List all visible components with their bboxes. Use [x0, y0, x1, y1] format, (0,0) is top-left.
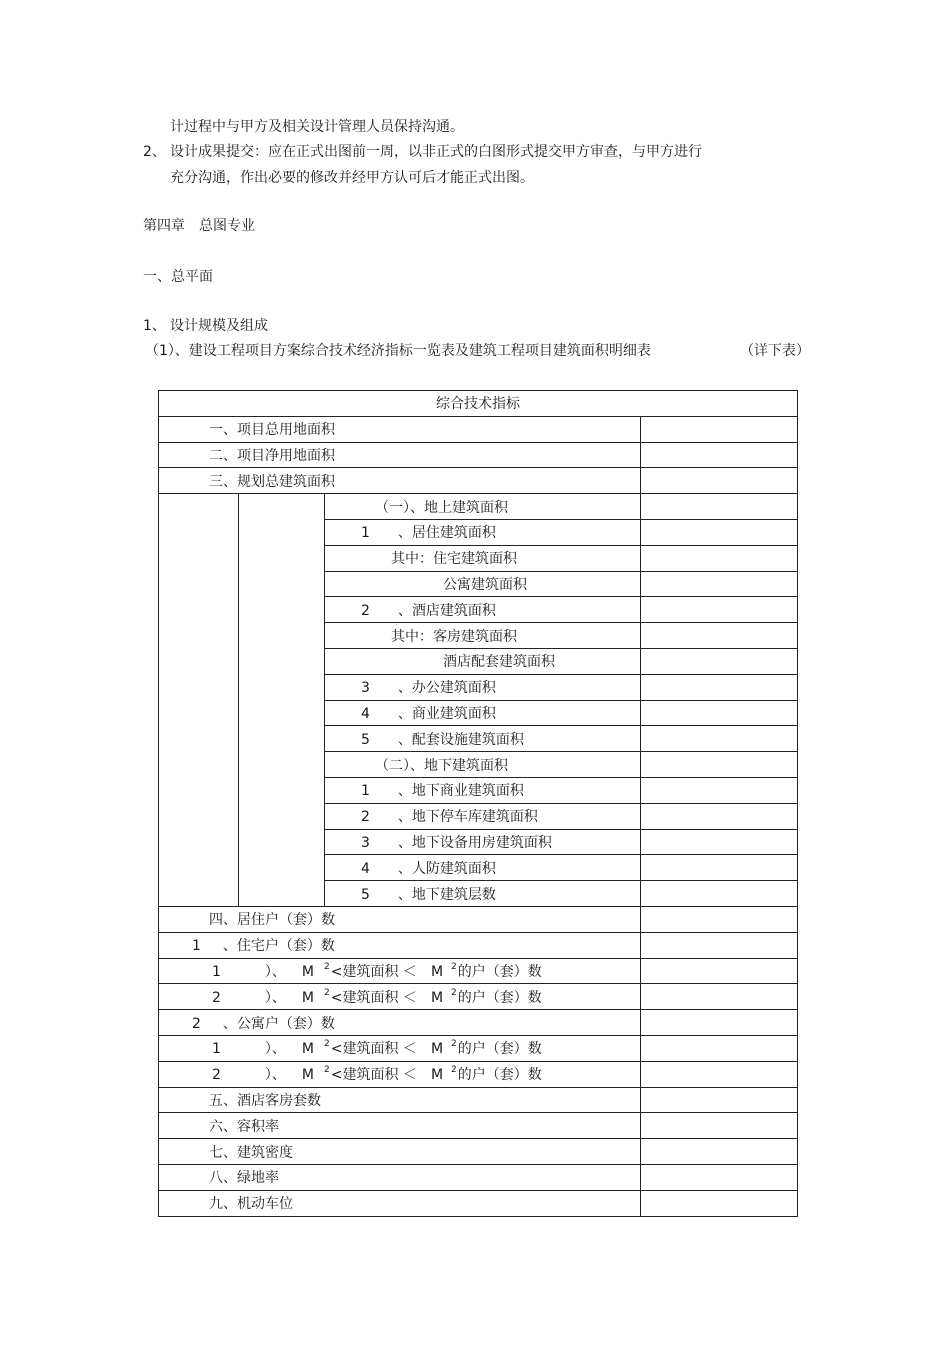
value-cell[interactable] — [641, 1164, 798, 1190]
value-cell[interactable] — [641, 1035, 798, 1061]
table-row — [159, 1010, 798, 1036]
row-label: 、办公建筑面积 — [397, 680, 496, 697]
row-number: 1 — [192, 938, 201, 955]
value-cell[interactable] — [641, 1139, 798, 1165]
row-label: 八、绿地率 — [159, 1164, 641, 1190]
row-label: 七、建筑密度 — [159, 1139, 641, 1165]
table-caption: （1）、建设工程项目方案综合技术经济指标一览表及建筑工程项目建筑面积明细表 — [145, 343, 651, 359]
row-label-suffix: 的户（套）数 — [457, 1041, 542, 1058]
subsection-number: 1、 — [143, 318, 166, 334]
table-row — [159, 932, 798, 958]
unit-m: M — [301, 989, 315, 1006]
row-label: 、地下建筑层数 — [397, 886, 496, 903]
table-row — [159, 1113, 798, 1139]
value-cell[interactable] — [641, 1061, 798, 1087]
row-number: 2 — [212, 1067, 221, 1084]
row-number: 5 — [361, 886, 370, 903]
value-cell[interactable] — [641, 519, 798, 545]
row-label: 一、项目总用地面积 — [159, 416, 641, 442]
value-cell[interactable] — [641, 1010, 798, 1036]
superscript: 2 — [451, 1039, 457, 1050]
value-cell[interactable] — [641, 416, 798, 442]
row-number: 4 — [361, 860, 370, 877]
value-cell[interactable] — [641, 881, 798, 907]
value-cell[interactable] — [641, 494, 798, 520]
value-cell[interactable] — [641, 545, 798, 571]
row-label: 四、居住户（套）数 — [159, 906, 641, 932]
row-label-prefix: ）、 — [264, 963, 286, 980]
unit-m: M — [430, 989, 444, 1006]
superscript: 2 — [324, 1039, 330, 1050]
value-cell[interactable] — [641, 984, 798, 1010]
table-row — [159, 1087, 798, 1113]
row-label: 、地下商业建筑面积 — [397, 783, 524, 800]
value-cell[interactable] — [641, 803, 798, 829]
row-number: 1 — [212, 963, 221, 980]
row-label: 、人防建筑面积 — [397, 860, 496, 877]
table-row — [159, 416, 798, 442]
subsection-title: 设计规模及组成 — [170, 318, 268, 334]
paragraph-design-submission-cont: 充分沟通，作出必要的修改并经甲方认可后才能正式出图。 — [170, 170, 534, 186]
row-label-prefix: ）、 — [264, 1041, 286, 1058]
table-row — [159, 984, 798, 1010]
unit-m: M — [301, 963, 315, 980]
row-label: 酒店配套建筑面积 — [325, 648, 641, 674]
paragraph-design-submission: 设计成果提交：应在正式出图前一周，以非正式的白图形式提交甲方审查，与甲方进行 — [170, 144, 702, 160]
value-cell[interactable] — [641, 1190, 798, 1216]
row-label: 五、酒店客房套数 — [159, 1087, 641, 1113]
table-row — [159, 906, 798, 932]
blank-merged-cell — [239, 494, 325, 907]
row-label: 、居住建筑面积 — [397, 525, 496, 542]
row-number: 4 — [361, 705, 370, 722]
superscript: 2 — [451, 961, 457, 972]
row-label: 三、规划总建筑面积 — [159, 468, 641, 494]
table-title: 综合技术指标 — [159, 391, 798, 417]
value-cell[interactable] — [641, 1087, 798, 1113]
value-cell[interactable] — [641, 958, 798, 984]
superscript: 2 — [324, 1065, 330, 1076]
list-number-2: 2、 — [143, 144, 166, 160]
row-number: 3 — [361, 834, 370, 851]
row-number: 1 — [361, 525, 370, 542]
row-label: 六、容积率 — [159, 1113, 641, 1139]
value-cell[interactable] — [641, 648, 798, 674]
row-label: 、地下设备用房建筑面积 — [397, 834, 552, 851]
unit-m: M — [301, 1041, 315, 1058]
row-label: 九、机动车位 — [159, 1190, 641, 1216]
row-label-suffix: 的户（套）数 — [457, 963, 542, 980]
row-label: 二、项目净用地面积 — [159, 442, 641, 468]
row-label: 、商业建筑面积 — [397, 705, 496, 722]
superscript: 2 — [451, 1065, 457, 1076]
row-label: 、地下停车库建筑面积 — [397, 809, 538, 826]
value-cell[interactable] — [641, 700, 798, 726]
row-number: 2 — [361, 602, 370, 619]
superscript: 2 — [451, 987, 457, 998]
table-row — [159, 1139, 798, 1165]
paragraph-continuation: 计过程中与甲方及相关设计管理人员保持沟通。 — [170, 119, 464, 135]
row-number: 2 — [212, 989, 221, 1006]
row-number: 2 — [361, 809, 370, 826]
row-label-suffix: 的户（套）数 — [457, 989, 542, 1006]
row-label: （一）、地上建筑面积 — [325, 494, 641, 520]
row-number: 5 — [361, 731, 370, 748]
row-label: 公寓建筑面积 — [325, 571, 641, 597]
value-cell[interactable] — [641, 906, 798, 932]
value-cell[interactable] — [641, 752, 798, 778]
row-label: <建筑面积 ＜ — [330, 989, 417, 1006]
table-row — [159, 391, 798, 417]
row-label-prefix: ）、 — [264, 1067, 286, 1084]
value-cell[interactable] — [641, 468, 798, 494]
superscript: 2 — [324, 987, 330, 998]
value-cell[interactable] — [641, 829, 798, 855]
row-label: 、配套设施建筑面积 — [397, 731, 524, 748]
table-row — [159, 468, 798, 494]
value-cell[interactable] — [641, 932, 798, 958]
row-label-prefix: ）、 — [264, 989, 286, 1006]
value-cell[interactable] — [641, 597, 798, 623]
table-caption-note: （详下表） — [740, 343, 810, 359]
row-label-suffix: 的户（套）数 — [457, 1067, 542, 1084]
row-label: <建筑面积 ＜ — [330, 1041, 417, 1058]
row-label: <建筑面积 ＜ — [330, 963, 417, 980]
row-label: <建筑面积 ＜ — [330, 1067, 417, 1084]
table-row — [159, 442, 798, 468]
value-cell[interactable] — [641, 674, 798, 700]
table-row — [159, 958, 798, 984]
chapter-title: 第四章 总图专业 — [143, 218, 255, 234]
row-label: 其中：住宅建筑面积 — [325, 545, 641, 571]
row-label: 、公寓户（套）数 — [222, 1015, 335, 1032]
value-cell[interactable] — [641, 777, 798, 803]
row-number: 1 — [212, 1041, 221, 1058]
row-number: 3 — [361, 680, 370, 697]
value-cell[interactable] — [641, 855, 798, 881]
row-label: 其中：客房建筑面积 — [325, 623, 641, 649]
value-cell[interactable] — [641, 1113, 798, 1139]
value-cell[interactable] — [641, 571, 798, 597]
superscript: 2 — [324, 961, 330, 972]
unit-m: M — [430, 963, 444, 980]
row-label: 、酒店建筑面积 — [397, 602, 496, 619]
table-row — [159, 1190, 798, 1216]
value-cell[interactable] — [641, 442, 798, 468]
table-row — [159, 1061, 798, 1087]
blank-merged-cell — [159, 494, 239, 907]
unit-m: M — [430, 1041, 444, 1058]
row-label: （二）、地下建筑面积 — [325, 752, 641, 778]
section-title: 一、总平面 — [143, 269, 213, 285]
row-number: 2 — [192, 1015, 201, 1032]
row-label: 、住宅户（套）数 — [222, 938, 335, 955]
table-row — [159, 1164, 798, 1190]
value-cell[interactable] — [641, 623, 798, 649]
unit-m: M — [301, 1067, 315, 1084]
technical-indicators-table — [158, 390, 798, 1217]
table-row — [159, 1035, 798, 1061]
unit-m: M — [430, 1067, 444, 1084]
value-cell[interactable] — [641, 726, 798, 752]
table-row — [159, 494, 798, 520]
row-number: 1 — [361, 783, 370, 800]
